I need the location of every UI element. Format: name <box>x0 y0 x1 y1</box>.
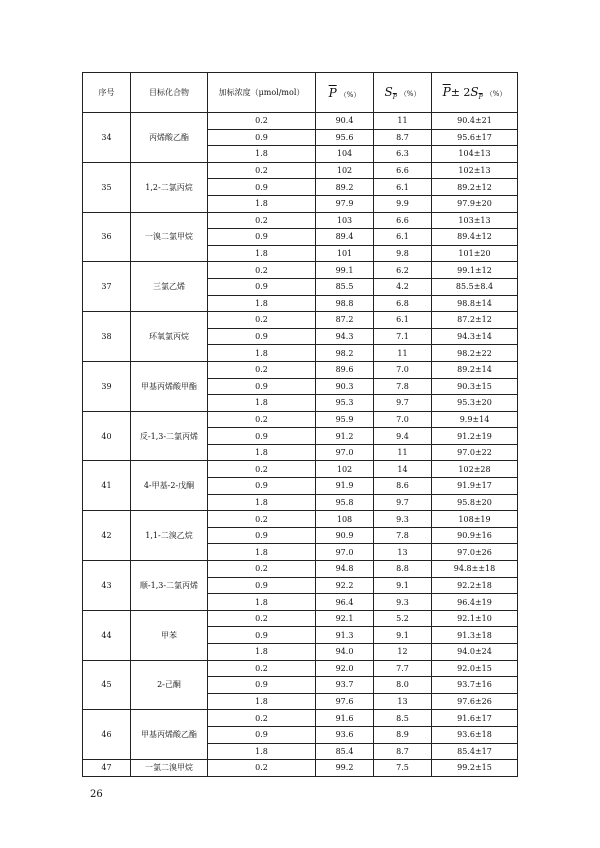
concentration-cell: 1.8 <box>208 146 316 163</box>
compound-index: 46 <box>83 710 131 760</box>
recovery-range-cell: 94.8±±18 <box>432 561 518 578</box>
range-mean-symbol: $\overline{P}$ <box>442 84 451 99</box>
recovery-range-cell: 92.2±18 <box>432 577 518 594</box>
compound-name: 顺-1,3-二氯丙烯 <box>131 561 208 611</box>
recovery-range-cell: 98.2±22 <box>432 345 518 362</box>
std-dev-cell: 9.4 <box>374 428 432 445</box>
mean-symbol: $\overline{P}$ <box>328 85 337 100</box>
compound-index: 44 <box>83 610 131 660</box>
table-row <box>83 262 518 279</box>
recovery-range-cell: 89.4±12 <box>432 229 518 246</box>
mean-recovery-cell: 89.6 <box>316 361 374 378</box>
recovery-range-cell: 85.5±8.4 <box>432 278 518 295</box>
mean-recovery-cell: 90.3 <box>316 378 374 395</box>
table-row <box>83 660 518 677</box>
recovery-range-cell: 104±13 <box>432 146 518 163</box>
mean-recovery-cell: 98.2 <box>316 345 374 362</box>
std-dev-cell: 9.3 <box>374 511 432 528</box>
mean-recovery-cell: 87.2 <box>316 312 374 329</box>
mean-recovery-cell: 85.4 <box>316 743 374 760</box>
concentration-cell: 0.9 <box>208 478 316 495</box>
std-dev-cell: 9.7 <box>374 395 432 412</box>
mean-recovery-cell: 92.0 <box>316 660 374 677</box>
table-row <box>83 113 518 130</box>
concentration-cell: 1.8 <box>208 444 316 461</box>
concentration-cell: 0.9 <box>208 378 316 395</box>
mean-recovery-cell: 91.2 <box>316 428 374 445</box>
compound-name: 环氧氯丙烷 <box>131 312 208 362</box>
recovery-range-cell: 90.9±16 <box>432 527 518 544</box>
compound-name: 三氯乙烯 <box>131 262 208 312</box>
mean-recovery-cell: 94.8 <box>316 561 374 578</box>
mean-recovery-cell: 93.6 <box>316 726 374 743</box>
table-row <box>83 710 518 727</box>
compound-index: 40 <box>83 411 131 461</box>
concentration-cell: 1.8 <box>208 195 316 212</box>
std-dev-cell: 6.1 <box>374 312 432 329</box>
std-dev-cell: 13 <box>374 693 432 710</box>
std-dev-cell: 6.1 <box>374 179 432 196</box>
concentration-cell: 0.9 <box>208 527 316 544</box>
mean-recovery-cell: 97.9 <box>316 195 374 212</box>
std-dev-cell: 5.2 <box>374 610 432 627</box>
range-plus-minus: ± 2 <box>450 85 471 99</box>
concentration-cell: 0.2 <box>208 312 316 329</box>
recovery-range-cell: 99.2±15 <box>432 760 518 777</box>
std-dev-cell: 4.2 <box>374 278 432 295</box>
mean-recovery-cell: 95.9 <box>316 411 374 428</box>
table-row <box>83 312 518 329</box>
concentration-cell: 1.8 <box>208 395 316 412</box>
std-dev-cell: 8.9 <box>374 726 432 743</box>
mean-recovery-cell: 89.4 <box>316 229 374 246</box>
mean-recovery-cell: 91.3 <box>316 627 374 644</box>
recovery-range-cell: 95.6±17 <box>432 129 518 146</box>
mean-recovery-cell: 90.4 <box>316 113 374 130</box>
table-row <box>83 511 518 528</box>
recovery-range-cell: 98.8±14 <box>432 295 518 312</box>
mean-recovery-cell: 96.4 <box>316 594 374 611</box>
concentration-cell: 0.2 <box>208 511 316 528</box>
recovery-range-cell: 97.0±22 <box>432 444 518 461</box>
concentration-cell: 0.2 <box>208 212 316 229</box>
sd-subscript: P <box>392 93 397 101</box>
mean-recovery-cell: 95.6 <box>316 129 374 146</box>
page-number: 26 <box>90 789 103 800</box>
recovery-range-cell: 90.3±15 <box>432 378 518 395</box>
concentration-cell: 0.9 <box>208 627 316 644</box>
std-dev-cell: 8.6 <box>374 478 432 495</box>
table-row <box>83 212 518 229</box>
std-dev-cell: 9.7 <box>374 494 432 511</box>
std-dev-cell: 12 <box>374 644 432 661</box>
compound-name: 甲基丙烯酸乙酯 <box>131 710 208 760</box>
std-dev-cell: 7.5 <box>374 760 432 777</box>
concentration-cell: 0.9 <box>208 726 316 743</box>
concentration-cell: 0.9 <box>208 179 316 196</box>
compound-name: 甲基丙烯酸甲酯 <box>131 361 208 411</box>
mean-recovery-cell: 97.6 <box>316 693 374 710</box>
concentration-cell: 0.9 <box>208 428 316 445</box>
recovery-range-cell: 97.9±20 <box>432 195 518 212</box>
compound-index: 42 <box>83 511 131 561</box>
header-concentration: 加标浓度（μmol/mol） <box>208 73 316 113</box>
range-s-symbol: S <box>470 84 479 99</box>
std-dev-cell: 6.1 <box>374 229 432 246</box>
mean-recovery-cell: 99.2 <box>316 760 374 777</box>
range-unit: （%） <box>485 89 507 98</box>
range-subscript: P <box>478 93 483 101</box>
mean-recovery-cell: 92.1 <box>316 610 374 627</box>
table-row <box>83 760 518 777</box>
mean-recovery-cell: 97.0 <box>316 544 374 561</box>
recovery-range-cell: 103±13 <box>432 212 518 229</box>
recovery-range-cell: 91.3±18 <box>432 627 518 644</box>
recovery-range-cell: 95.3±20 <box>432 395 518 412</box>
std-dev-cell: 8.5 <box>374 710 432 727</box>
concentration-cell: 0.2 <box>208 461 316 478</box>
concentration-cell: 0.2 <box>208 660 316 677</box>
recovery-range-cell: 91.2±19 <box>432 428 518 445</box>
table-body <box>83 113 518 777</box>
recovery-range-cell: 93.6±18 <box>432 726 518 743</box>
compound-name: 一氯二溴甲烷 <box>131 760 208 777</box>
concentration-cell: 0.2 <box>208 361 316 378</box>
concentration-cell: 0.2 <box>208 561 316 578</box>
compound-index: 34 <box>83 113 131 163</box>
mean-recovery-cell: 91.6 <box>316 710 374 727</box>
std-dev-cell: 7.0 <box>374 411 432 428</box>
header-row <box>83 73 518 113</box>
std-dev-cell: 11 <box>374 345 432 362</box>
concentration-cell: 1.8 <box>208 594 316 611</box>
concentration-cell: 0.2 <box>208 710 316 727</box>
recovery-range-cell: 94.3±14 <box>432 328 518 345</box>
recovery-range-cell: 89.2±14 <box>432 361 518 378</box>
concentration-cell: 1.8 <box>208 693 316 710</box>
recovery-range-cell: 92.0±15 <box>432 660 518 677</box>
header-compound: 目标化合物 <box>131 73 208 113</box>
mean-recovery-cell: 90.9 <box>316 527 374 544</box>
mean-recovery-cell: 94.3 <box>316 328 374 345</box>
std-dev-cell: 6.6 <box>374 162 432 179</box>
concentration-cell: 0.2 <box>208 760 316 777</box>
concentration-cell: 1.8 <box>208 345 316 362</box>
mean-unit: （%） <box>339 90 361 99</box>
sd-symbol: S <box>384 84 393 99</box>
header-mean <box>316 73 374 113</box>
std-dev-cell: 9.9 <box>374 195 432 212</box>
table-row <box>83 610 518 627</box>
header-index: 序号 <box>83 73 131 113</box>
recovery-range-cell: 95.8±20 <box>432 494 518 511</box>
concentration-cell: 0.9 <box>208 328 316 345</box>
mean-recovery-cell: 93.7 <box>316 677 374 694</box>
std-dev-cell: 8.0 <box>374 677 432 694</box>
header-range <box>432 73 518 113</box>
table-row <box>83 162 518 179</box>
std-dev-cell: 6.3 <box>374 146 432 163</box>
mean-recovery-cell: 95.8 <box>316 494 374 511</box>
std-dev-cell: 7.0 <box>374 361 432 378</box>
table-row <box>83 361 518 378</box>
concentration-cell: 0.9 <box>208 229 316 246</box>
concentration-cell: 0.9 <box>208 129 316 146</box>
table-row <box>83 411 518 428</box>
concentration-cell: 0.2 <box>208 610 316 627</box>
std-dev-cell: 13 <box>374 544 432 561</box>
recovery-range-cell: 99.1±12 <box>432 262 518 279</box>
std-dev-cell: 8.8 <box>374 561 432 578</box>
std-dev-cell: 8.7 <box>374 129 432 146</box>
compound-index: 39 <box>83 361 131 411</box>
std-dev-cell: 7.8 <box>374 527 432 544</box>
recovery-range-cell: 89.2±12 <box>432 179 518 196</box>
recovery-range-cell: 102±28 <box>432 461 518 478</box>
compound-index: 47 <box>83 760 131 777</box>
concentration-cell: 1.8 <box>208 494 316 511</box>
recovery-range-cell: 85.4±17 <box>432 743 518 760</box>
recovery-range-cell: 9.9±14 <box>432 411 518 428</box>
recovery-range-cell: 101±20 <box>432 245 518 262</box>
std-dev-cell: 9.3 <box>374 594 432 611</box>
mean-recovery-cell: 92.2 <box>316 577 374 594</box>
concentration-cell: 1.8 <box>208 743 316 760</box>
table-row <box>83 561 518 578</box>
concentration-cell: 1.8 <box>208 644 316 661</box>
compound-index: 41 <box>83 461 131 511</box>
mean-recovery-cell: 85.5 <box>316 278 374 295</box>
std-dev-cell: 11 <box>374 444 432 461</box>
mean-recovery-cell: 95.3 <box>316 395 374 412</box>
compound-name: 1,2-二氯丙烷 <box>131 162 208 212</box>
mean-recovery-cell: 99.1 <box>316 262 374 279</box>
compound-index: 35 <box>83 162 131 212</box>
mean-recovery-cell: 102 <box>316 162 374 179</box>
std-dev-cell: 7.7 <box>374 660 432 677</box>
mean-recovery-cell: 91.9 <box>316 478 374 495</box>
recovery-range-cell: 96.4±19 <box>432 594 518 611</box>
concentration-cell: 0.2 <box>208 113 316 130</box>
mean-recovery-cell: 89.2 <box>316 179 374 196</box>
recovery-range-cell: 93.7±16 <box>432 677 518 694</box>
concentration-cell: 1.8 <box>208 295 316 312</box>
compound-name: 2-己酮 <box>131 660 208 710</box>
recovery-table <box>82 72 518 777</box>
std-dev-cell: 9.1 <box>374 627 432 644</box>
compound-name: 甲苯 <box>131 610 208 660</box>
recovery-range-cell: 90.4±21 <box>432 113 518 130</box>
std-dev-cell: 9.8 <box>374 245 432 262</box>
concentration-cell: 0.2 <box>208 411 316 428</box>
sd-unit: （%） <box>399 89 421 98</box>
mean-recovery-cell: 102 <box>316 461 374 478</box>
concentration-cell: 1.8 <box>208 245 316 262</box>
std-dev-cell: 8.7 <box>374 743 432 760</box>
std-dev-cell: 14 <box>374 461 432 478</box>
concentration-cell: 0.2 <box>208 262 316 279</box>
compound-index: 37 <box>83 262 131 312</box>
mean-recovery-cell: 98.8 <box>316 295 374 312</box>
concentration-cell: 0.9 <box>208 577 316 594</box>
compound-name: 反-1,3-二氯丙烯 <box>131 411 208 461</box>
std-dev-cell: 6.6 <box>374 212 432 229</box>
recovery-range-cell: 91.6±17 <box>432 710 518 727</box>
recovery-range-cell: 92.1±10 <box>432 610 518 627</box>
recovery-range-cell: 91.9±17 <box>432 478 518 495</box>
mean-recovery-cell: 108 <box>316 511 374 528</box>
std-dev-cell: 7.8 <box>374 378 432 395</box>
mean-recovery-cell: 104 <box>316 146 374 163</box>
compound-name: 丙烯酸乙酯 <box>131 113 208 163</box>
std-dev-cell: 6.2 <box>374 262 432 279</box>
recovery-range-cell: 108±19 <box>432 511 518 528</box>
compound-index: 38 <box>83 312 131 362</box>
compound-name: 一溴二氯甲烷 <box>131 212 208 262</box>
mean-recovery-cell: 103 <box>316 212 374 229</box>
concentration-cell: 1.8 <box>208 544 316 561</box>
header-sd <box>374 73 432 113</box>
recovery-range-cell: 97.0±26 <box>432 544 518 561</box>
table-row <box>83 461 518 478</box>
mean-recovery-cell: 101 <box>316 245 374 262</box>
recovery-range-cell: 102±13 <box>432 162 518 179</box>
compound-index: 36 <box>83 212 131 262</box>
recovery-range-cell: 87.2±12 <box>432 312 518 329</box>
std-dev-cell: 11 <box>374 113 432 130</box>
recovery-range-cell: 97.6±26 <box>432 693 518 710</box>
compound-index: 45 <box>83 660 131 710</box>
std-dev-cell: 7.1 <box>374 328 432 345</box>
std-dev-cell: 9.1 <box>374 577 432 594</box>
mean-recovery-cell: 97.0 <box>316 444 374 461</box>
compound-name: 1,1-二溴乙烷 <box>131 511 208 561</box>
concentration-cell: 0.2 <box>208 162 316 179</box>
concentration-cell: 0.9 <box>208 278 316 295</box>
compound-name: 4-甲基-2-戊酮 <box>131 461 208 511</box>
recovery-range-cell: 94.0±24 <box>432 644 518 661</box>
compound-index: 43 <box>83 561 131 611</box>
std-dev-cell: 6.8 <box>374 295 432 312</box>
mean-recovery-cell: 94.0 <box>316 644 374 661</box>
concentration-cell: 0.9 <box>208 677 316 694</box>
